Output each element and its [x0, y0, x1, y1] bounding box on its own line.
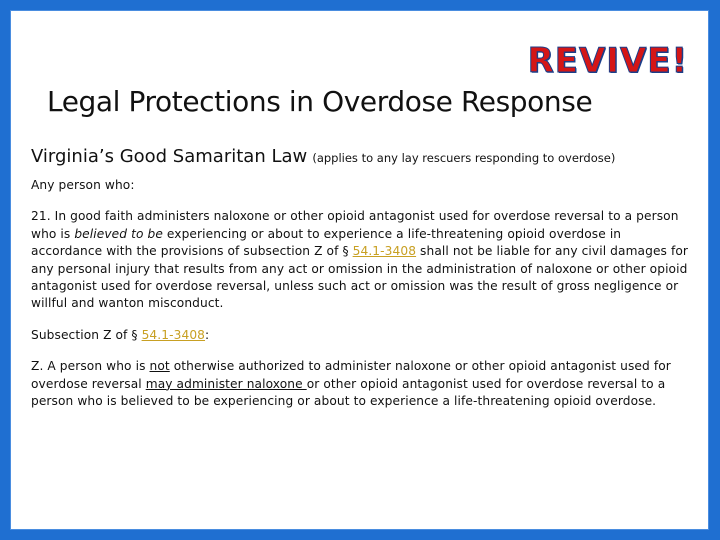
clause-z-part1: Z. A person who is: [31, 359, 150, 374]
revive-logo: REVIVE!: [527, 41, 688, 81]
clause-21-part2: experiencing or about to experience a life-threatening opioid overdose in accordance with the provisions of subsection Z of §: [31, 226, 622, 259]
slide: [10, 10, 709, 530]
subtitle: [31, 146, 691, 167]
clause-21-emphasis: believed to be: [74, 226, 163, 241]
clause-z-part3: or other opioid antagonist used for overdose reversal to a person who is believed to be experiencing or about to experience a life-threatening opioid overdose.: [31, 376, 666, 409]
intro-text: Any person who:: [31, 178, 135, 192]
clause-z-underlined: may administer naloxone: [145, 376, 307, 391]
slide-content: [31, 146, 691, 424]
clause-z-part2: otherwise authorized to administer naloxone or other opioid antagonist used for overdose reversal: [31, 359, 671, 391]
subtitle-note: (applies to any lay rescuers responding to overdose): [312, 151, 616, 165]
clause-z-not: not: [149, 359, 170, 374]
subsection-prefix: Subsection Z of §: [31, 327, 142, 342]
clause-21: [31, 208, 691, 312]
subtitle-main: Virginia’s Good Samaritan Law: [31, 146, 308, 167]
slide-title: Legal Protections in Overdose Response: [47, 85, 593, 118]
subsection-heading: [31, 327, 691, 344]
clause-21-part3: shall not be liable for any civil damages for any personal injury that results from any act or omission in the administration of naloxone or other opioid antagonist used for overdose reversal, unless such act or omission was the result of gross negligence or willful and wanton misconduct.: [31, 244, 689, 311]
subsection-suffix: :: [205, 327, 210, 342]
statute-link-2[interactable]: 54.1-3408: [141, 327, 206, 342]
clause-21-part1: 21. In good faith administers naloxone or other opioid antagonist used for overdose reversal to a person who is: [31, 209, 679, 241]
statute-link-1[interactable]: 54.1-3408: [352, 244, 417, 259]
clause-z: [31, 358, 691, 410]
